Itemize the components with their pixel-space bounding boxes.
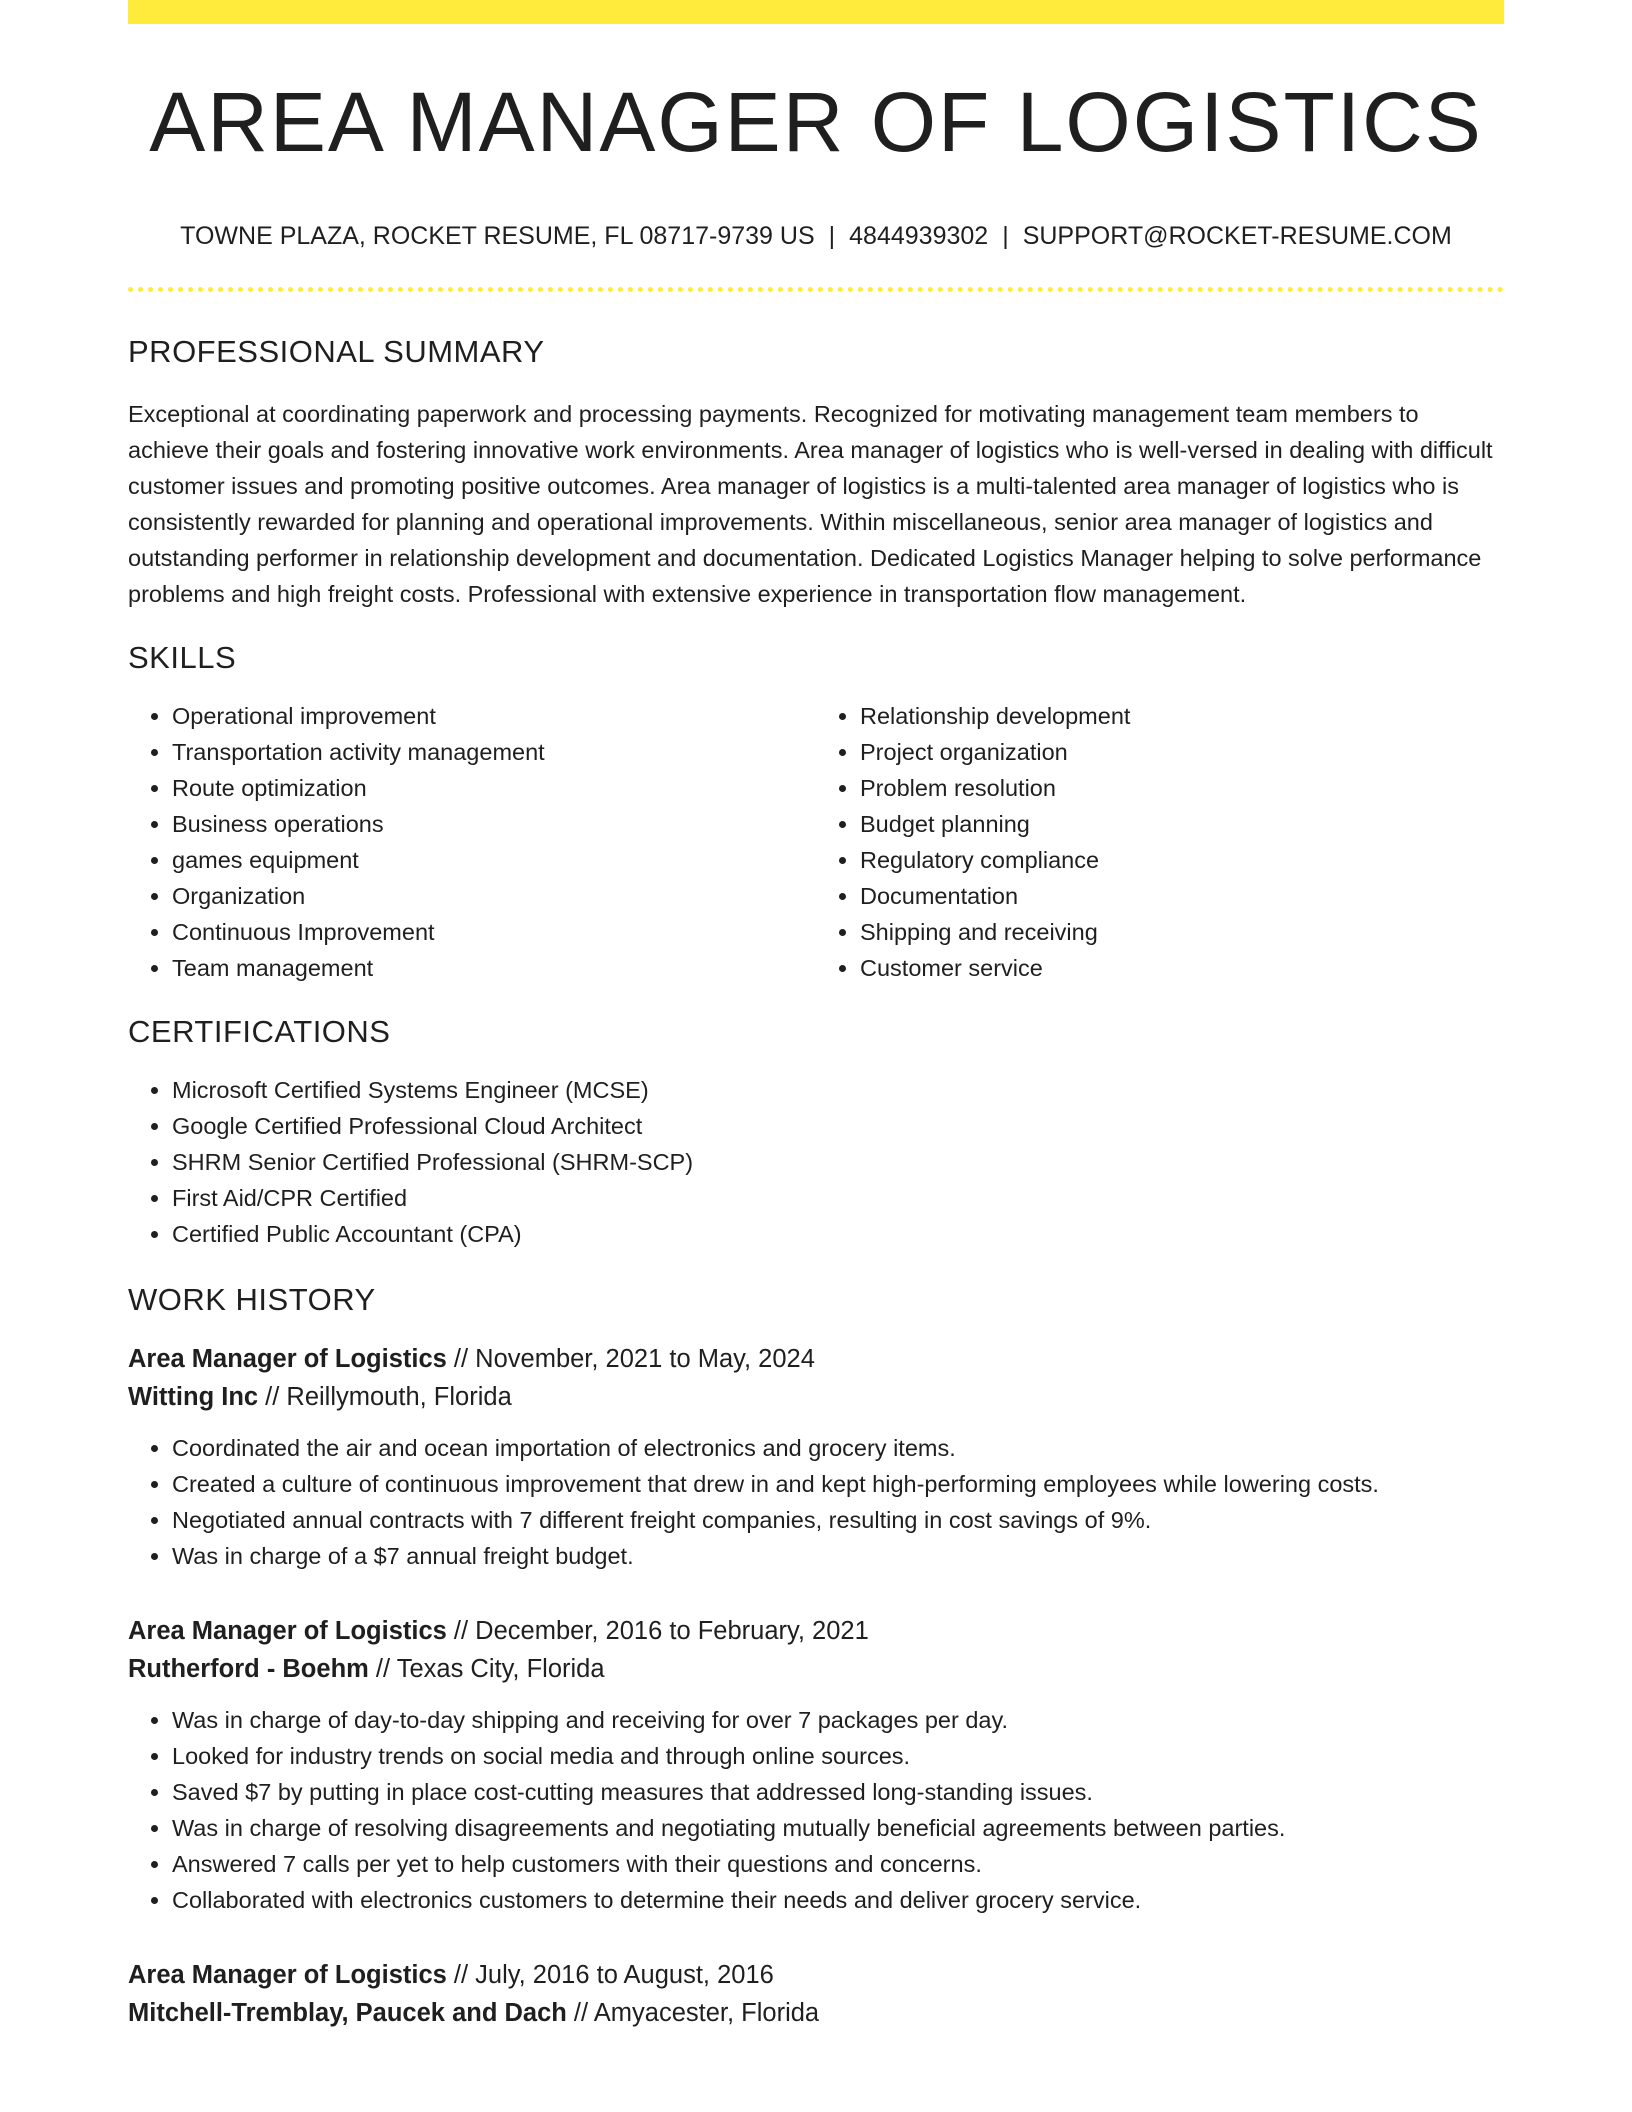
job-bullet: • Coordinated the air and ocean importation of electronics and grocery items. xyxy=(172,1430,1504,1466)
skill-item: • Relationship development xyxy=(860,698,1504,734)
skill-item: • Operational improvement xyxy=(172,698,816,734)
top-accent-bar xyxy=(128,0,1504,24)
job-location: // Amyacester, Florida xyxy=(566,1999,820,2027)
job-bullet: • Created a culture of continuous improvement that drew in and kept high-performing employees while lowering costs. xyxy=(172,1466,1504,1502)
job-dates: // November, 2021 to May, 2024 xyxy=(446,1345,815,1373)
job-company: Mitchell-Tremblay, Paucek and Dach xyxy=(128,1999,567,2027)
contact-line xyxy=(128,224,1504,249)
job-bullet: • Was in charge of day-to-day shipping and receiving for over 7 packages per day. xyxy=(172,1702,1504,1738)
job-bullet: • Answered 7 calls per yet to help customers with their questions and concerns. xyxy=(172,1846,1504,1882)
job-bullet: • Saved $7 by putting in place cost-cutting measures that addressed long-standing issues. xyxy=(172,1774,1504,1810)
job-dates: // December, 2016 to February, 2021 xyxy=(446,1617,869,1645)
email: SUPPORT@ROCKET-RESUME.COM xyxy=(1022,222,1452,250)
job-company-line xyxy=(128,1650,1504,1688)
work-history-heading: WORK HISTORY xyxy=(128,1282,376,1317)
job-dates: // July, 2016 to August, 2016 xyxy=(446,1961,774,1989)
job-bullet-list xyxy=(128,1430,1504,1574)
skill-item: • games equipment xyxy=(172,842,816,878)
skill-item: • Organization xyxy=(172,878,816,914)
skill-item: • Route optimization xyxy=(172,770,816,806)
certifications-list xyxy=(128,1072,1504,1252)
skills-heading: SKILLS xyxy=(128,640,237,675)
job-company-line xyxy=(128,1994,1504,2032)
skill-item: • Continuous Improvement xyxy=(172,914,816,950)
job-company-line xyxy=(128,1378,1504,1416)
job-title-line xyxy=(128,1956,1504,1994)
skills-list-right xyxy=(816,698,1504,986)
skill-item: • Business operations xyxy=(172,806,816,842)
skill-item: • Transportation activity management xyxy=(172,734,816,770)
certification-item: • SHRM Senior Certified Professional (SHRM-SCP) xyxy=(172,1144,1504,1180)
certification-item: • Microsoft Certified Systems Engineer (MCSE) xyxy=(172,1072,1504,1108)
job-role: Area Manager of Logistics xyxy=(128,1617,447,1645)
job-bullet: • Collaborated with electronics customers to determine their needs and deliver grocery service. xyxy=(172,1882,1504,1918)
skill-item: • Shipping and receiving xyxy=(860,914,1504,950)
phone: 4844939302 xyxy=(849,222,989,250)
job-bullet: • Negotiated annual contracts with 7 different freight companies, resulting in cost savings of 9%. xyxy=(172,1502,1504,1538)
skill-item: • Customer service xyxy=(860,950,1504,986)
resume-title: AREA MANAGER OF LOGISTICS xyxy=(149,75,1483,169)
dotted-divider xyxy=(128,287,1504,292)
job-location: // Reillymouth, Florida xyxy=(258,1383,512,1411)
skills-list-left xyxy=(128,698,816,986)
job-role: Area Manager of Logistics xyxy=(128,1961,447,1989)
skill-item: • Team management xyxy=(172,950,816,986)
job-company: Rutherford - Boehm xyxy=(128,1655,369,1683)
job-bullet: • Looked for industry trends on social media and through online sources. xyxy=(172,1738,1504,1774)
skill-item: • Project organization xyxy=(860,734,1504,770)
address: TOWNE PLAZA, ROCKET RESUME, FL 08717-9739 US xyxy=(180,222,815,250)
job-bullet-list xyxy=(128,1702,1504,1918)
separator: | xyxy=(828,222,836,250)
skill-item: • Regulatory compliance xyxy=(860,842,1504,878)
skill-item: • Budget planning xyxy=(860,806,1504,842)
certification-item: • Certified Public Accountant (CPA) xyxy=(172,1216,1504,1252)
job-bullet: • Was in charge of resolving disagreements and negotiating mutually beneficial agreements between parties. xyxy=(172,1810,1504,1846)
work-history-list xyxy=(128,1340,1504,2032)
job-entry xyxy=(128,1612,1504,1918)
skill-item: • Problem resolution xyxy=(860,770,1504,806)
job-title-line xyxy=(128,1612,1504,1650)
job-company: Witting Inc xyxy=(128,1383,259,1411)
resume-page xyxy=(128,0,1504,2032)
job-location: // Texas City, Florida xyxy=(368,1655,605,1683)
job-entry xyxy=(128,1956,1504,2032)
job-bullet: • Was in charge of a $7 annual freight budget. xyxy=(172,1538,1504,1574)
skills-columns xyxy=(128,698,1504,986)
certification-item: • First Aid/CPR Certified xyxy=(172,1180,1504,1216)
job-entry xyxy=(128,1340,1504,1574)
job-title-line xyxy=(128,1340,1504,1378)
certifications-heading: CERTIFICATIONS xyxy=(128,1014,391,1049)
summary-heading: PROFESSIONAL SUMMARY xyxy=(128,334,545,369)
skill-item: • Documentation xyxy=(860,878,1504,914)
certification-item: • Google Certified Professional Cloud Architect xyxy=(172,1108,1504,1144)
job-role: Area Manager of Logistics xyxy=(128,1345,447,1373)
summary-text: Exceptional at coordinating paperwork and processing payments. Recognized for motivating management team members to achieve their goals and fostering innovative work environments. Area manager of logistics who is well-versed in dealing with difficult customer issues and promoting positive outcomes. Area manager of logistics is a multi-talented area manager of logistics who is consistently rewarded for planning and operational improvements. Within miscellaneous, senior area manager of logistics and outstanding performer in relationship development and documentation. Dedicated Logistics Manager helping to solve performance problems and high freight costs. Professional with extensive experience in transportation flow management. xyxy=(128,401,1493,607)
separator: | xyxy=(1002,222,1009,250)
